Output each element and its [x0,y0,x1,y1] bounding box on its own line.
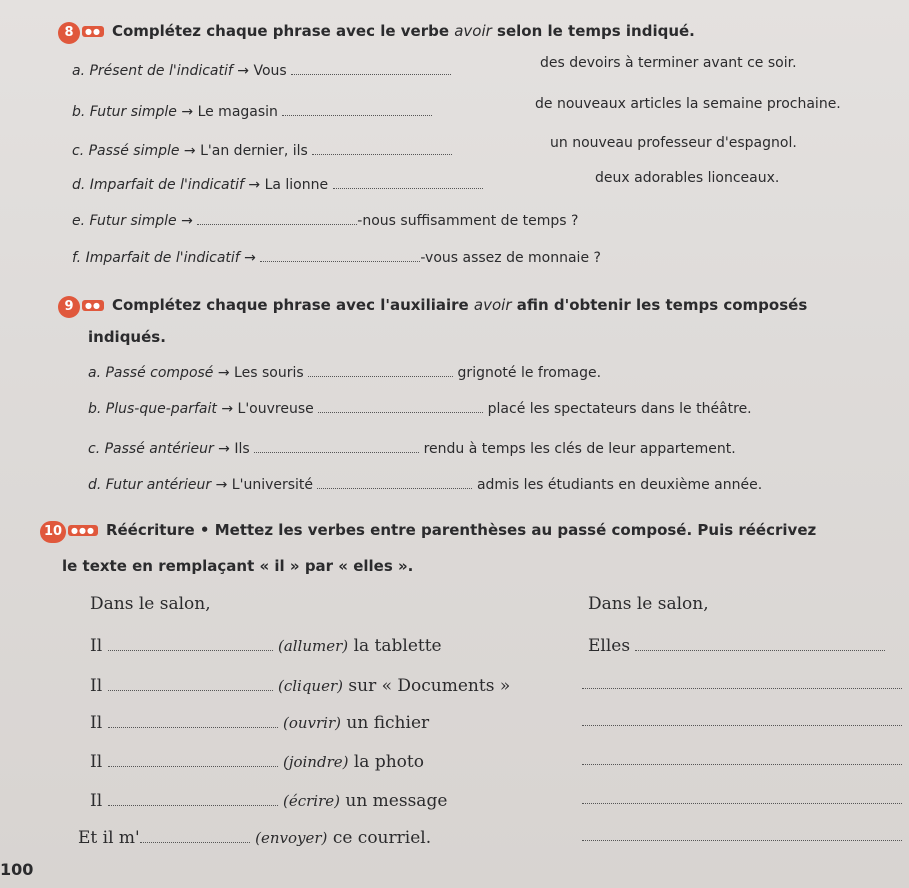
ex10-line-2: Il (cliquer) sur « Documents » [90,676,511,696]
exercise-8-heading: 8 ●● Complétez chaque phrase avec le verbe avoir selon le temps indiqué. [58,22,695,44]
difficulty-icon: ●● [82,26,104,37]
answer-blank[interactable] [282,103,432,116]
answer-blank[interactable] [308,364,453,377]
exercise-10-heading: 10 ●●● Réécriture • Mettez les verbes entre parenthèses au passé composé. Puis réécrivez [40,521,816,543]
ex8-item-f: f. Imparfait de l'indicatif → -vous assez de monnaie ? [72,250,601,266]
answer-blank[interactable] [312,142,452,155]
exercise-number-badge: 8 [58,22,80,44]
ex9-item-d: d. Futur antérieur → L'université admis les étudiants en deuxième année. [88,477,763,493]
answer-blank[interactable] [108,638,273,651]
ex9-item-c: c. Passé antérieur → Ils rendu à temps les clés de leur appartement. [88,441,736,457]
ex10-line-1: Il (allumer) la tablette [90,636,442,656]
answer-blank[interactable] [140,830,250,843]
ex8-item-b: b. Futur simple → Le magasin [72,103,432,120]
answer-blank[interactable] [197,212,357,225]
answer-blank[interactable] [333,176,483,189]
ex10-rewrite-line-5 [582,791,902,808]
exercise-number-badge: 9 [58,296,80,318]
page-number: 100 [0,860,34,879]
answer-blank[interactable] [635,638,885,651]
ex8-item-b-end: de nouveaux articles la semaine prochaine. [535,96,841,112]
exercise-10-heading-continued: le texte en remplaçant « il » par « elles ». [62,557,414,575]
ex8-item-a: a. Présent de l'indicatif → Vous [72,62,451,79]
ex9-item-b: b. Plus-que-parfait → L'ouvreuse placé les spectateurs dans le théâtre. [88,401,752,417]
answer-blank[interactable] [582,713,902,726]
ex8-item-c: c. Passé simple → L'an dernier, ils [72,142,452,159]
answer-blank[interactable] [108,754,278,767]
answer-blank[interactable] [318,400,483,413]
difficulty-icon: ●● [82,300,104,311]
answer-blank[interactable] [108,678,273,691]
ex8-item-e: e. Futur simple → -nous suffisamment de temps ? [72,213,579,229]
ex8-item-c-end: un nouveau professeur d'espagnol. [550,135,797,151]
ex10-line-4: Il (joindre) la photo [90,752,424,772]
ex10-line-5: Il (écrire) un message [90,791,448,811]
difficulty-icon: ●●● [68,525,98,536]
ex9-item-a: a. Passé composé → Les souris grignoté le fromage. [88,365,602,381]
answer-blank[interactable] [582,828,902,841]
answer-blank[interactable] [254,440,419,453]
ex10-rewrite-line-3 [582,713,902,730]
ex8-item-d-end: deux adorables lionceaux. [595,170,780,186]
answer-blank[interactable] [260,249,420,262]
answer-blank[interactable] [582,676,902,689]
exercise-number-badge: 10 [40,521,66,543]
text-right-intro: Dans le salon, [588,594,709,614]
ex8-item-a-end: des devoirs à terminer avant ce soir. [540,55,797,71]
ex10-line-6: Et il m' (envoyer) ce courriel. [78,828,432,848]
answer-blank[interactable] [317,476,472,489]
ex10-rewrite-line-2 [582,676,902,693]
answer-blank[interactable] [582,752,902,765]
ex10-rewrite-line-1: Elles [588,636,885,656]
ex10-line-3: Il (ouvrir) un fichier [90,713,430,733]
answer-blank[interactable] [582,791,902,804]
answer-blank[interactable] [291,62,451,75]
text-left-intro: Dans le salon, [90,594,211,614]
exercise-9-heading: 9 ●● Complétez chaque phrase avec l'auxiliaire avoir afin d'obtenir les temps composés [58,296,807,318]
ex10-rewrite-line-4 [582,752,902,769]
answer-blank[interactable] [108,715,278,728]
exercise-9-heading-continued: indiqués. [88,328,166,346]
ex8-item-d: d. Imparfait de l'indicatif → La lionne [72,176,483,193]
ex10-rewrite-line-6 [582,828,902,845]
answer-blank[interactable] [108,793,278,806]
